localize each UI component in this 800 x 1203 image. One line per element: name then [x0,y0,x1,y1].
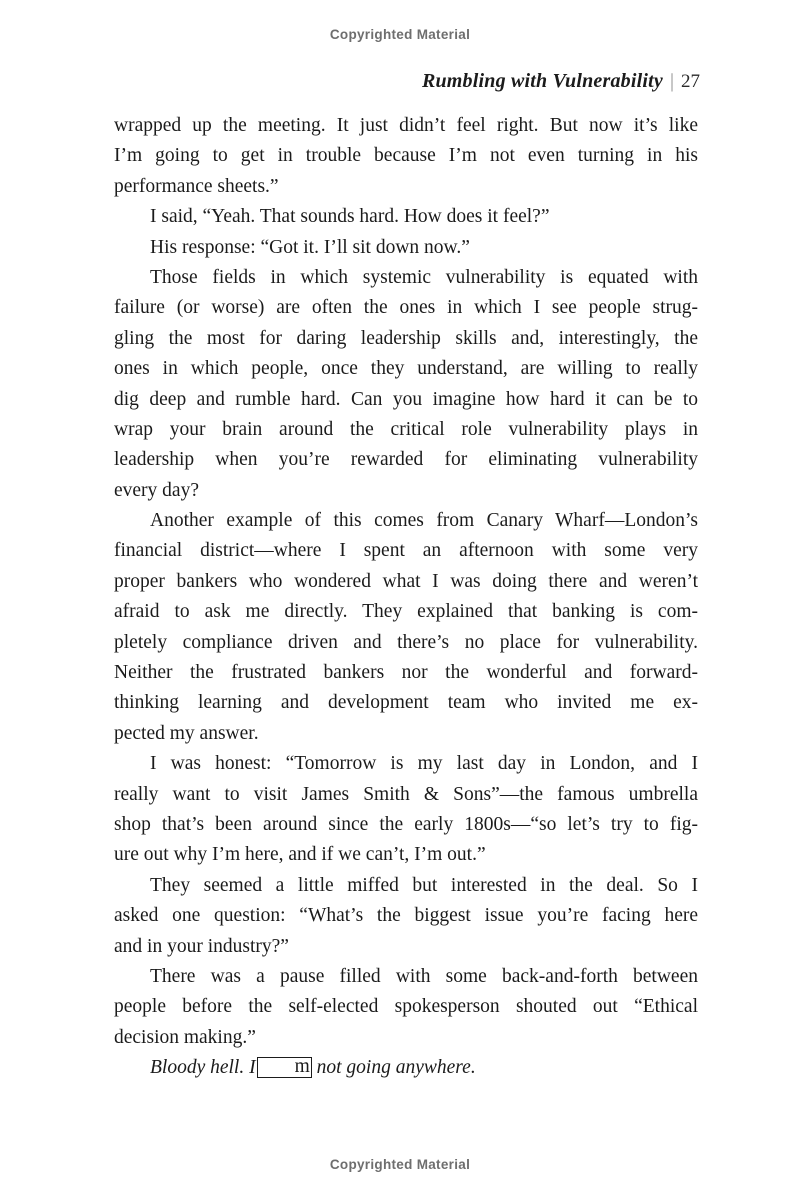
copyright-notice-top: Copyrighted Material [329,27,471,42]
paragraph [114,263,698,506]
paragraph [114,506,698,749]
text-line: His response: “Got it. I’ll sit down now.” [150,236,470,258]
text-line: There was a pause filled with some back-and-forth between [150,965,698,987]
text-line: really want to visit James Smith & Sons”—the famous umbrella [114,783,698,805]
chapter-title: Rumbling with Vulnerability [421,70,663,92]
text-line: leadership when you’re rewarded for eliminating vulnerability [114,449,698,471]
text-line: wrapped up the meeting. It just didn’t feel right. But now it’s like [114,115,698,136]
text-line: performance sheets.” [114,175,279,197]
paragraph [114,962,698,1053]
text-line: They seemed a little miffed but interested in the deal. So I [150,874,698,896]
text-line: decision making.” [114,1026,256,1048]
paragraph [114,111,698,202]
text-line: and in your industry?” [114,935,289,957]
text-line: pected my answer. [114,722,259,744]
text-line: asked one question: “What’s the biggest issue you’re facing here [114,905,698,927]
text-line: gling the most for daring leadership skills and, interestingly, the [114,327,698,349]
paragraph [114,871,698,962]
page-body [114,111,698,1084]
text-line: Bloody hell. I m not going anywhere. [150,1056,476,1079]
text-line: failure (or worse) are often the ones in which I see people strug- [114,297,698,319]
text-line: Neither the frustrated bankers nor the wonderful and forward- [114,662,698,684]
text-line: wrap your brain around the critical role vulnerability plays in [114,418,698,440]
paragraph [114,233,698,263]
text-line: thinking learning and development team who invited me ex- [114,692,698,714]
copyright-notice-bottom: Copyrighted Material [329,1157,471,1172]
text-line: financial district—where I spent an afternoon with some very [114,540,698,562]
text-line: every day? [114,479,199,501]
paragraph [114,202,698,232]
text-line: I was honest: “Tomorrow is my last day in London, and I [150,753,698,775]
paragraph [114,1053,698,1083]
text-line: I’m going to get in trouble because I’m not even turning in his [114,145,698,167]
text-line: I said, “Yeah. That sounds hard. How does it feel?” [150,206,550,228]
text-line: ones in which people, once they understand, are willing to really [114,358,698,380]
text-line: ure out why I’m here, and if we can’t, I’m out.” [114,844,486,866]
text-line: proper bankers who wondered what I was doing there and weren’t [114,570,698,592]
running-header [422,70,700,93]
text-line: pletely compliance driven and there’s no place for vulnerability. [114,631,698,653]
text-line: people before the self-elected spokesperson shouted out “Ethical [114,996,698,1018]
text-line: shop that’s been around since the early 1800s—“so let’s try to fig- [114,813,698,835]
paragraph [114,749,698,871]
missing-glyph-box: m [257,1057,312,1078]
page-number: 27 [681,71,700,92]
text-line: Another example of this comes from Canary Wharf—London’s [150,510,698,532]
header-separator: | [669,70,674,92]
text-line: afraid to ask me directly. They explained that banking is com- [114,601,698,623]
text-line: Those fields in which systemic vulnerability is equated with [150,266,698,288]
text-line: dig deep and rumble hard. Can you imagine how hard it can be to [114,388,698,410]
